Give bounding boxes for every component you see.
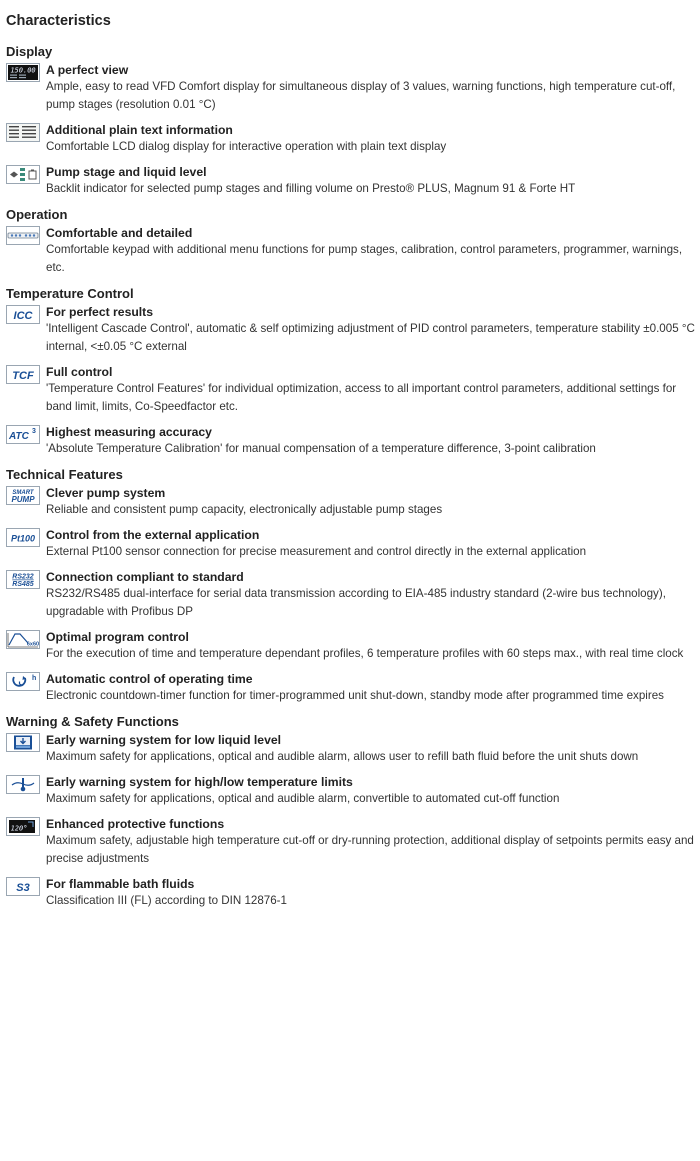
protective-value: 120° [10, 824, 28, 833]
feature-item [6, 630, 700, 663]
smart-pump-icon [6, 486, 40, 505]
section-title: Operation [6, 207, 68, 222]
timer-icon [6, 672, 40, 691]
s3-label: S3 [16, 882, 30, 894]
thermometer-icon [6, 775, 40, 794]
pump-label: PUMP [11, 495, 35, 504]
feature-title: Highest measuring accuracy [46, 425, 212, 439]
feature-description: 'Intelligent Cascade Control', automatic & self optimizing adjustment of PID control parameters, temperature stability ±0.005 °C internal, <±0.05 °C external [46, 322, 695, 353]
feature-title: Early warning system for low liquid level [46, 733, 282, 747]
feature-description: RS232/RS485 dual-interface for serial data transmission according to EIA-485 industry standard (2-wire bus technology), upgradable with Profibus DP [46, 587, 666, 618]
smart-label: SMART [12, 490, 34, 496]
feature-item [6, 123, 700, 156]
feature-item [6, 226, 700, 277]
low-level-icon [6, 733, 40, 752]
feature-item [6, 775, 700, 808]
feature-description: Classification III (FL) according to DIN 12876-1 [46, 894, 287, 907]
section-title: Temperature Control [6, 286, 134, 301]
atc3-icon [6, 425, 40, 444]
feature-description: Maximum safety, adjustable high temperature cut-off or dry-running protection, additional display of setpoints permits easy and precise adjustments [46, 834, 694, 865]
feature-item [6, 877, 700, 910]
feature-title: Full control [46, 365, 113, 379]
feature-title: Enhanced protective functions [46, 817, 225, 831]
program-profile-icon [6, 630, 40, 649]
feature-description: 'Temperature Control Features' for individual optimization, access to all important control parameters, additional settings for band limit, limits, Co-Speedfactor etc. [46, 382, 677, 413]
protective-icon [6, 817, 40, 836]
feature-description: Electronic countdown-timer function for timer-programmed unit shut-down, standby mode after programmed time expires [46, 689, 664, 702]
feature-title: Early warning system for high/low temperature limits [46, 775, 353, 789]
section-display [6, 44, 700, 198]
feature-description: Reliable and consistent pump capacity, electronically adjustable pump stages [46, 503, 443, 516]
feature-item [6, 425, 700, 458]
pt100-icon [6, 528, 40, 547]
feature-title: Clever pump system [46, 486, 166, 500]
feature-item [6, 733, 700, 766]
feature-description: Maximum safety for applications, optical and audible alarm, convertible to automated cut-off function [46, 792, 560, 805]
section-warning-safety [6, 714, 700, 910]
rs232-rs485-icon [6, 570, 40, 589]
feature-description: Backlit indicator for selected pump stages and filling volume on Presto® PLUS, Magnum 91 & Forte HT [46, 182, 576, 195]
section-temperature-control [6, 286, 700, 458]
section-title: Display [6, 44, 53, 59]
feature-item [6, 486, 700, 519]
feature-item [6, 528, 700, 561]
tcf-label: TCF [12, 370, 34, 382]
feature-description: Ample, easy to read VFD Comfort display for simultaneous display of 3 values, warning functions, high temperature cut-off, pump stages (resolution 0.01 °C) [46, 80, 676, 111]
feature-item [6, 672, 700, 705]
page-title: Characteristics [6, 13, 111, 29]
atc-superscript: 3 [32, 428, 36, 435]
atc-label: ATC [9, 431, 29, 442]
timer-hour-label: h [32, 675, 37, 682]
feature-title: Additional plain text information [46, 123, 233, 137]
feature-title: For flammable bath fluids [46, 877, 195, 891]
feature-description: Maximum safety for applications, optical and audible alarm, allows user to refill bath fluid before the unit shuts down [46, 750, 639, 763]
feature-description: 'Absolute Temperature Calibration' for manual compensation of a temperature difference, 3-point calibration [46, 442, 596, 455]
tcf-icon [6, 365, 40, 384]
icc-icon [6, 305, 40, 324]
keypad-icon [6, 226, 40, 245]
program-steps-label: 6x60 [26, 641, 40, 648]
section-title: Technical Features [6, 467, 123, 482]
feature-item [6, 305, 700, 356]
pump-stage-icon [6, 165, 40, 184]
s3-icon [6, 877, 40, 896]
feature-item [6, 817, 700, 868]
rs232-label: RS232 [12, 573, 34, 581]
feature-title: Pump stage and liquid level [46, 165, 207, 179]
feature-description: Comfortable LCD dialog display for interactive operation with plain text display [46, 140, 447, 153]
feature-title: Control from the external application [46, 528, 260, 542]
icc-label: ICC [13, 310, 33, 322]
feature-description: Comfortable keypad with additional menu functions for pump stages, calibration, control parameters, programmer, warnings, etc. [46, 243, 683, 274]
section-title: Warning & Safety Functions [6, 714, 179, 729]
feature-title: Comfortable and detailed [46, 226, 193, 240]
feature-title: Connection compliant to standard [46, 570, 244, 584]
feature-title: For perfect results [46, 305, 154, 319]
feature-item [6, 570, 700, 621]
vfd-display-icon [6, 63, 40, 82]
feature-item [6, 63, 700, 114]
feature-description: For the execution of time and temperature dependant profiles, 6 temperature profiles with 60 steps max., with real time clock [46, 647, 684, 660]
rs485-label: RS485 [12, 581, 34, 588]
feature-item [6, 365, 700, 416]
lcd-display-icon [6, 123, 40, 142]
section-technical-features [6, 467, 700, 705]
feature-title: A perfect view [46, 63, 129, 77]
vfd-value: 150.00 [10, 66, 36, 75]
feature-title: Automatic control of operating time [46, 672, 253, 686]
pt100-label: Pt100 [10, 533, 36, 544]
feature-description: External Pt100 sensor connection for precise measurement and control directly in the external application [46, 545, 587, 558]
feature-title: Optimal program control [46, 630, 189, 644]
section-operation [6, 207, 700, 277]
feature-item [6, 165, 700, 198]
